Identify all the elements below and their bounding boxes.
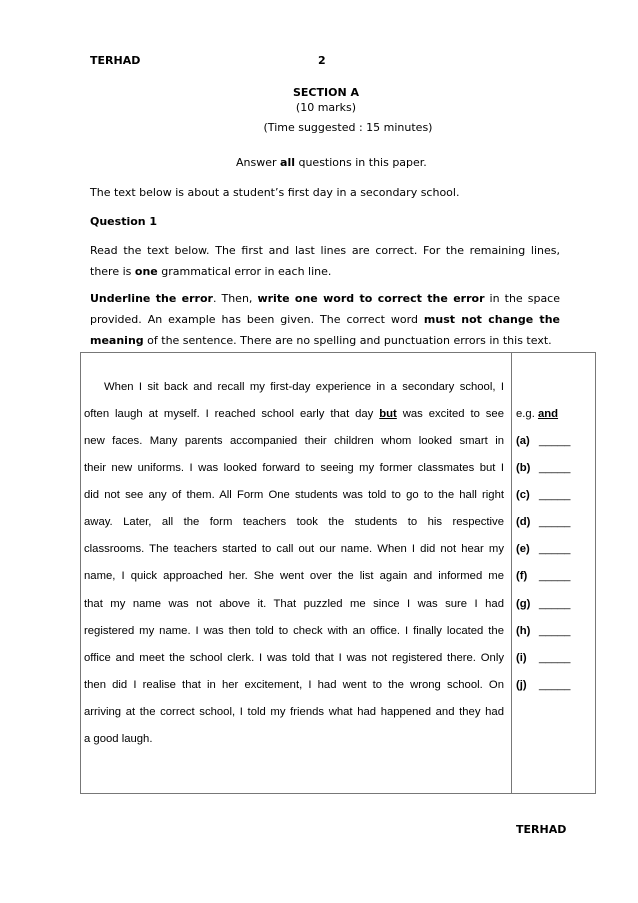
question-title: Question 1 <box>90 215 158 228</box>
answer-f[interactable]: (f) _____ <box>516 570 571 582</box>
passage-line: name, I quick approached her. She went over the list again and informed me <box>84 570 504 582</box>
passage-line: then did I realise that in her excitement, I had went to the wrong school. On <box>84 679 504 691</box>
page-number: 2 <box>318 54 326 67</box>
answer-a[interactable]: (a) _____ <box>516 435 571 447</box>
answer-j[interactable]: (j) _____ <box>516 679 571 691</box>
passage-line: new faces. Many parents accompanied their children whom looked smart in <box>84 435 504 447</box>
section-title: SECTION A <box>292 86 359 99</box>
answer-c[interactable]: (c) _____ <box>516 489 571 501</box>
answer-g[interactable]: (g) _____ <box>516 598 571 610</box>
section-marks: (10 marks) <box>295 101 357 114</box>
passage-line: their new uniforms. I was looked forward to seeing my former classmates but I <box>84 462 504 474</box>
answer-d[interactable]: (d) _____ <box>516 516 571 528</box>
footer-label: TERHAD <box>516 823 567 836</box>
intro-text: The text below is about a student’s first day in a secondary school. <box>90 186 460 199</box>
passage-line: arriving at the correct school, I told my friends what had happened and they had <box>84 706 504 718</box>
answer-instruction: Answer all questions in this paper. <box>236 156 427 169</box>
passage-line: did not see any of them. All Form One students was told to go to the hall right <box>84 489 504 501</box>
instruction-paragraph-2: Underline the error. Then, write one word to correct the error in the space provided. An example has been given. The correct word must not change the meaning of the sentence. There are no spelling and punctuation errors in this text. <box>90 292 560 347</box>
answer-e[interactable]: (e) _____ <box>516 543 571 555</box>
example-error: but <box>379 408 397 420</box>
passage-line: When I sit back and recall my first-day experience in a secondary school, I <box>104 381 504 393</box>
answer-h[interactable]: (h) _____ <box>516 625 571 637</box>
passage-line: that my name was not above it. That puzzled me since I was sure I had <box>84 598 504 610</box>
passage-line: registered my name. I was then told to check with an office. I finally located the <box>84 625 504 637</box>
answer-i[interactable]: (i) _____ <box>516 652 571 664</box>
passage-line: a good laugh. <box>84 733 153 745</box>
column-divider <box>511 352 512 794</box>
passage-line: often laugh at myself. I reached school early that day but was excited to see <box>84 408 504 420</box>
passage-line: classrooms. The teachers started to call out our name. When I did not hear my <box>84 543 504 555</box>
answer-b[interactable]: (b) _____ <box>516 462 571 474</box>
instruction-paragraph-1: Read the text below. The first and last lines are correct. For the remaining lines, there is one grammatical error in each line. <box>90 244 560 278</box>
section-time: (Time suggested : 15 minutes) <box>263 121 433 134</box>
passage-line: away. Later, all the form teachers took the students to his respective <box>84 516 504 528</box>
header-label: TERHAD <box>90 54 141 67</box>
passage-line: office and meet the school clerk. I was told that I was not registered there. Only <box>84 652 504 664</box>
example-answer: e.g. and <box>516 408 559 420</box>
